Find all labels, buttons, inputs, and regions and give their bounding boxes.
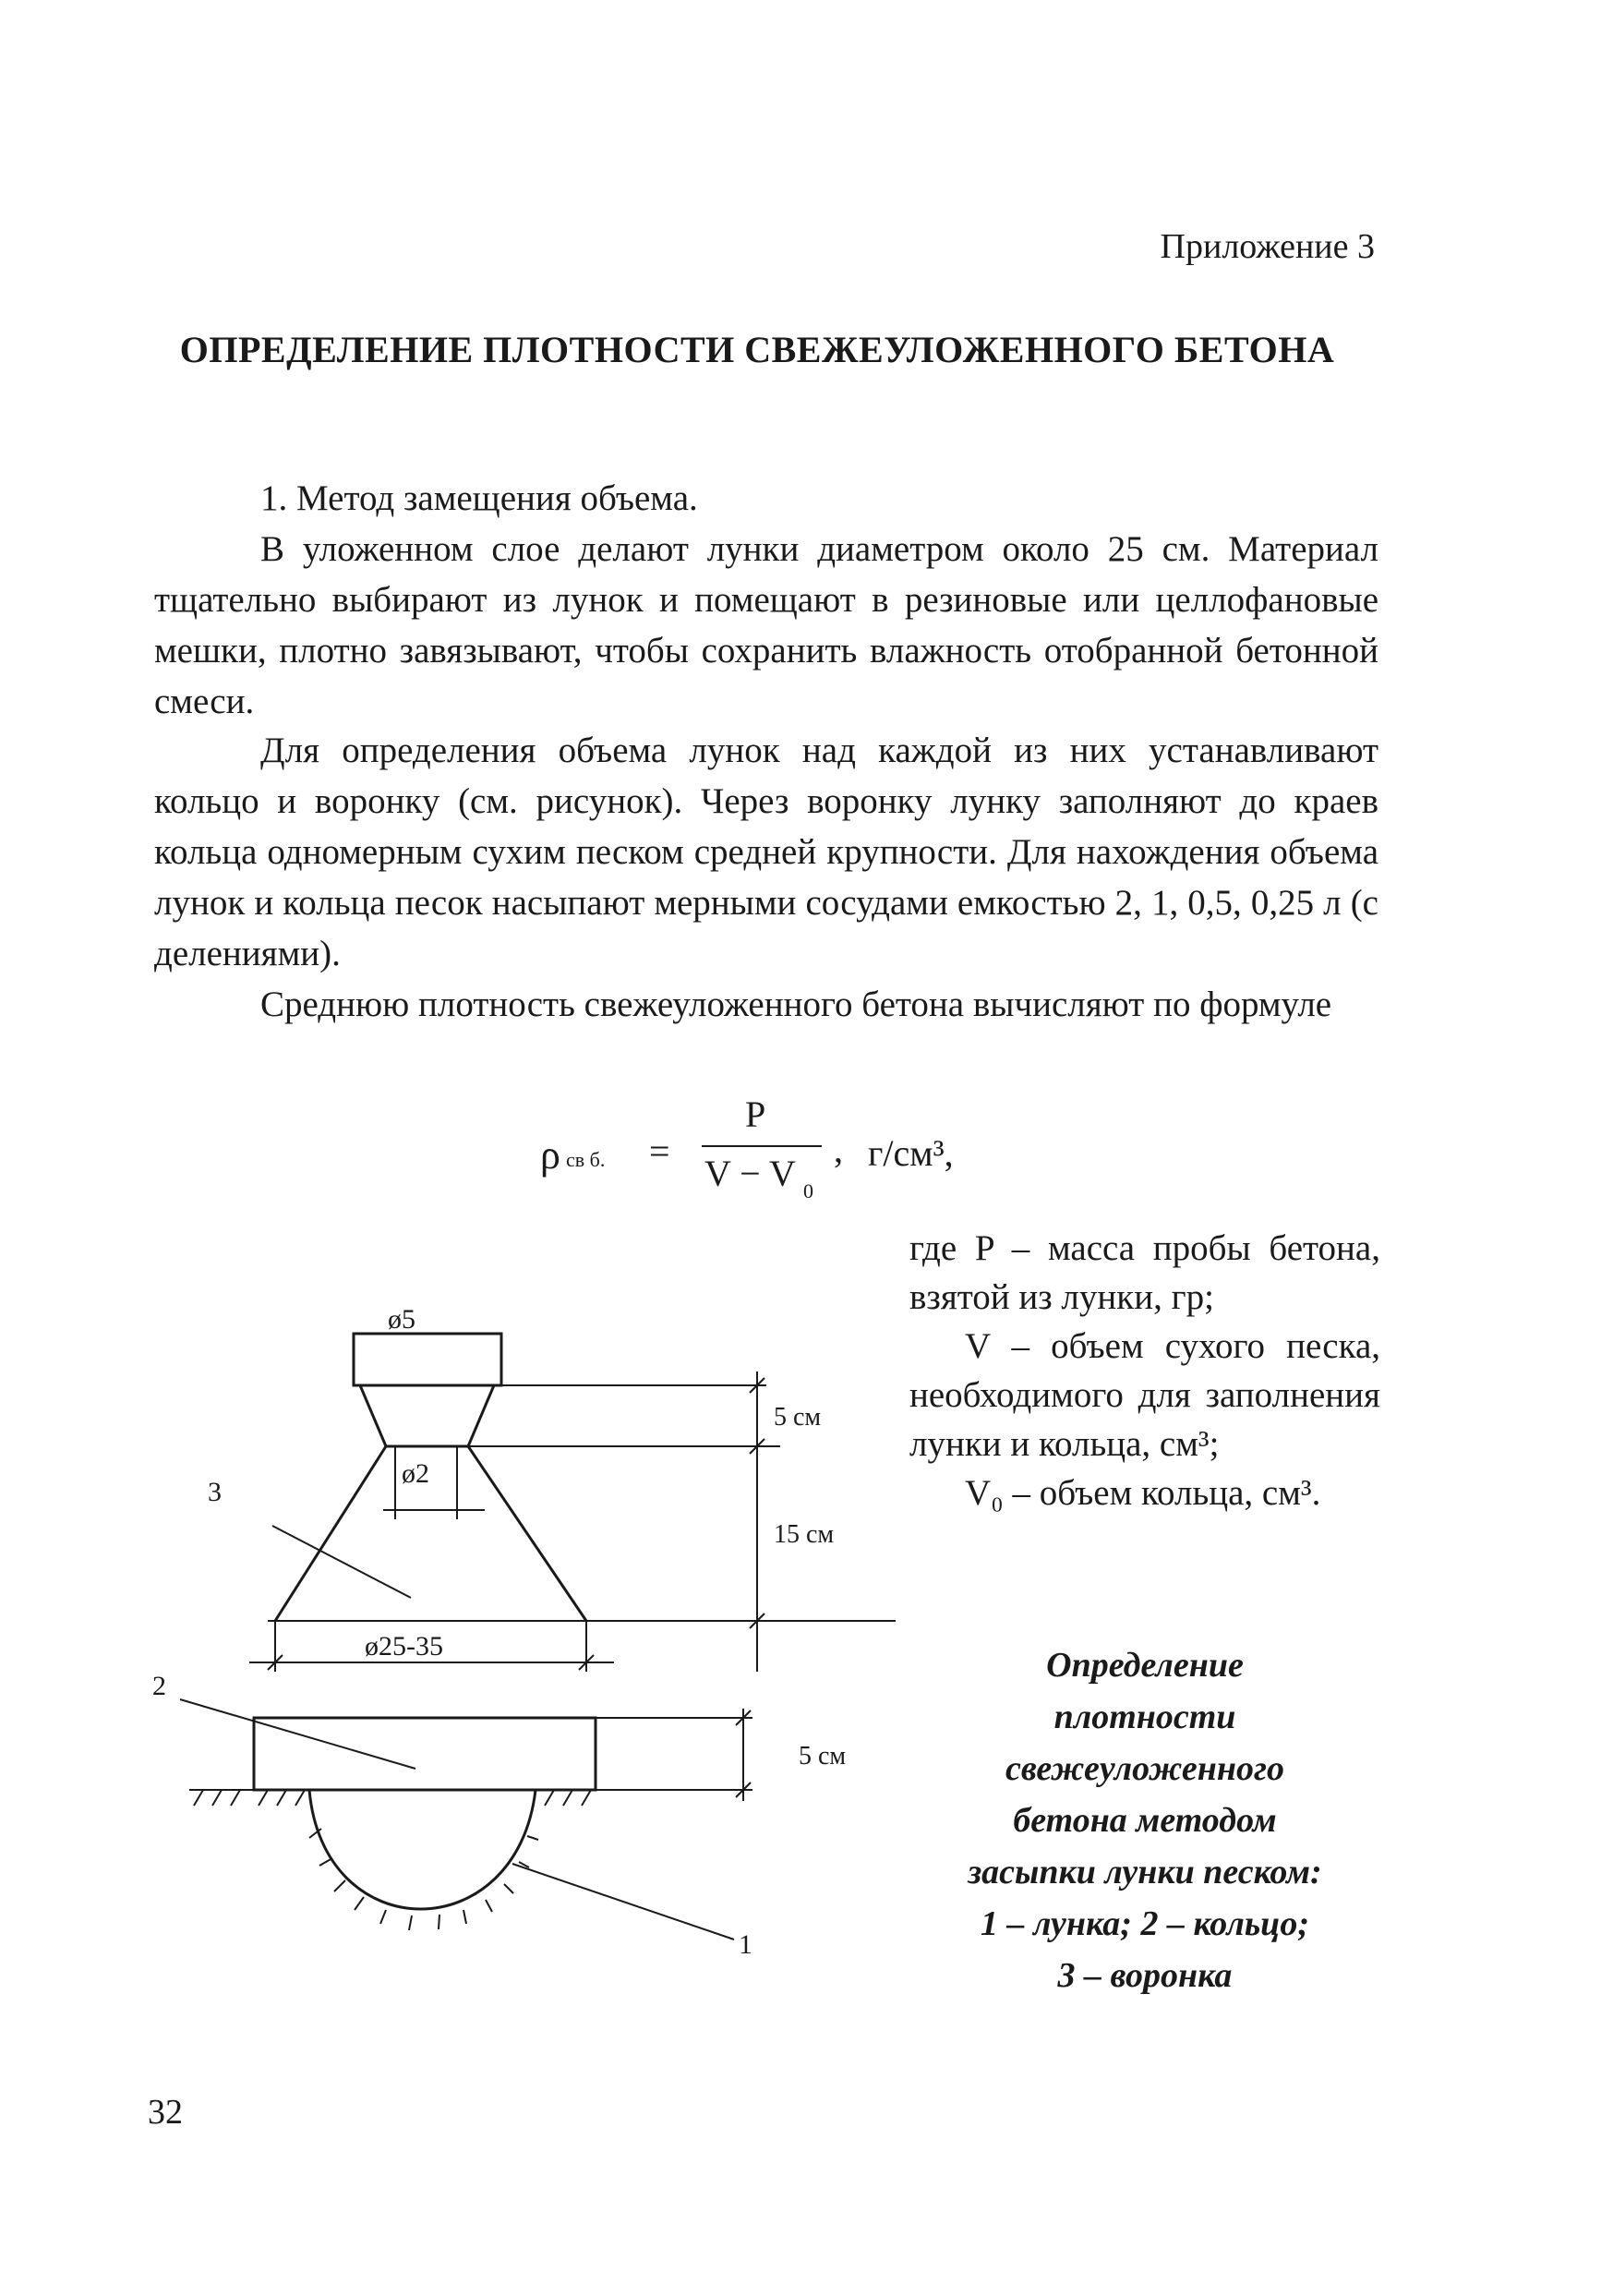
formula-denominator: V − V bbox=[704, 1153, 796, 1194]
callout-1: 1 bbox=[739, 1929, 752, 1960]
formula-numerator: P bbox=[745, 1094, 766, 1135]
caption-line: плотности bbox=[1053, 1698, 1236, 1736]
callout-3: 3 bbox=[208, 1477, 222, 1507]
callout-line-2 bbox=[180, 1699, 415, 1769]
callout-2: 2 bbox=[152, 1671, 166, 1701]
label-15cm: 15 см bbox=[774, 1520, 835, 1549]
callout-line-1 bbox=[512, 1864, 734, 1940]
method-title bbox=[154, 473, 1378, 524]
appendix-label: Приложение 3 bbox=[1160, 227, 1375, 266]
formula-rho-subscript: св б. bbox=[566, 1148, 606, 1171]
caption-line: засыпки лунки песком: bbox=[968, 1853, 1322, 1891]
label-d5: ø5 bbox=[388, 1304, 415, 1335]
callout-line-3 bbox=[272, 1526, 411, 1598]
funnel-neck bbox=[360, 1385, 494, 1446]
formula-equals: = bbox=[649, 1130, 670, 1172]
formula-rho: ρ bbox=[540, 1132, 560, 1178]
page-number: 32 bbox=[148, 2093, 183, 2132]
caption-line: свежеуложенного bbox=[1005, 1749, 1284, 1788]
figure-caption bbox=[909, 1639, 1380, 2001]
definition-v: V – объем сухого песка, необходимого для заполнения лунки и кольца, см³; bbox=[909, 1326, 1380, 1464]
caption-line: бетона методом bbox=[1013, 1801, 1277, 1840]
density-formula bbox=[540, 1093, 1113, 1213]
formula-units: г/см³, bbox=[868, 1132, 954, 1174]
variable-definitions bbox=[909, 1224, 1380, 1517]
formula-fraction-bar bbox=[702, 1145, 822, 1147]
ring bbox=[254, 1718, 596, 1790]
density-test-diagram bbox=[138, 1275, 896, 1995]
paragraph-holes bbox=[154, 524, 1378, 727]
definition-v0: V₀ – объем кольца, см³. bbox=[965, 1473, 1321, 1513]
caption-line: Определение bbox=[1046, 1646, 1244, 1685]
paragraph-formula-intro-text: Среднюю плотность свежеуложенного бетона вычисляют по формуле bbox=[260, 985, 1332, 1024]
paragraph-formula-intro bbox=[154, 979, 1378, 1030]
caption-line: 1 – лунка; 2 – кольцо; bbox=[981, 1904, 1309, 1943]
paragraph-volume bbox=[154, 725, 1378, 979]
formula-denominator-subscript: 0 bbox=[803, 1179, 813, 1202]
label-5cm-top: 5 см bbox=[774, 1403, 822, 1432]
hole bbox=[309, 1790, 536, 1909]
label-5cm-ring: 5 см bbox=[799, 1742, 847, 1770]
paragraph-holes-text: В уложенном слое делают лунки диаметром около 25 см. Материал тщательно выбирают из лунок и помещают в резиновые или целлофановые мешки, плотно завязывают, чтобы сохранить влажность отобранной бетонной смеси. bbox=[154, 529, 1378, 721]
formula-comma: , bbox=[834, 1129, 843, 1170]
caption-line: 3 – воронка bbox=[1057, 1956, 1233, 1995]
page-heading: ОПРЕДЕЛЕНИЕ ПЛОТНОСТИ СВЕЖЕУЛОЖЕННОГО БЕТОНА bbox=[179, 329, 1335, 370]
funnel-cup bbox=[354, 1334, 501, 1385]
funnel-cone bbox=[275, 1446, 586, 1621]
definition-p: где P – масса пробы бетона, взятой из лунки, гр; bbox=[909, 1228, 1380, 1317]
paragraph-volume-text: Для определения объема лунок над каждой из них устанавливают кольцо и воронку (см. рисунок). Через воронку лунку заполняют до краев кольца одномерным сухим песком средней крупности. Для нахождения объема лунок и кольца песок насыпают мерными сосудами емкостью 2, 1, 0,5, 0,25 л (с делениями). bbox=[154, 731, 1378, 973]
label-d2: ø2 bbox=[402, 1458, 429, 1489]
method-title-text: 1. Метод замещения объема. bbox=[260, 478, 698, 518]
label-d25: ø25-35 bbox=[365, 1631, 443, 1662]
